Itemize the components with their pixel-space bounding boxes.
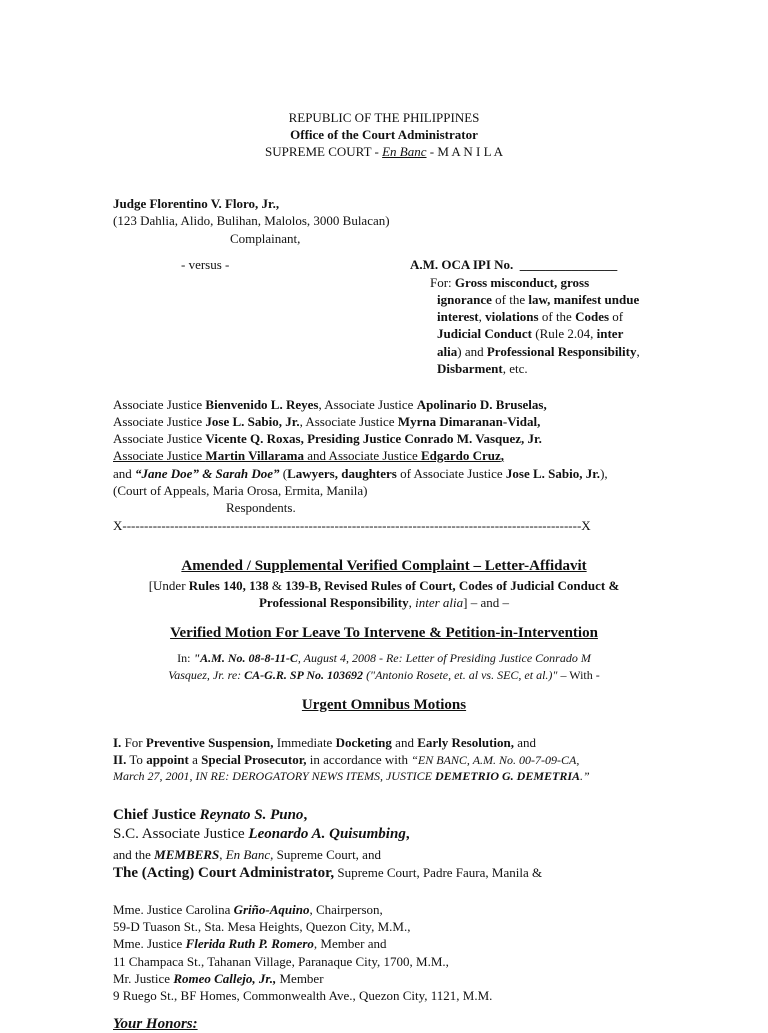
salutation: Your Honors: — [113, 1016, 198, 1032]
motion-item-2-cont: March 27, 2001, IN RE: DEROGATORY NEWS ITEMS, JUSTICE DEMETRIO G. DEMETRIA.” — [113, 769, 590, 783]
separator-line: X----------------------------------------------------------------------------------------------------------X — [113, 518, 591, 533]
address-tuason: 59-D Tuason St., Sta. Mesa Heights, Quezon City, M.M., — [113, 919, 411, 934]
charges-line-5: alia) and Professional Responsibility, — [437, 344, 640, 359]
respondents-line-2: Associate Justice Jose L. Sabio, Jr., Associate Justice Myrna Dimaranan-Vidal, — [113, 414, 541, 429]
addressee-members: and the MEMBERS, En Banc, Supreme Court, and — [113, 847, 381, 862]
versus-label: - versus - — [181, 257, 230, 272]
respondents-role: Respondents. — [226, 500, 296, 515]
respondents-line-4: Associate Justice Martin Villarama and Associate Justice Edgardo Cruz, — [113, 448, 505, 463]
addressee-court-administrator: The (Acting) Court Administrator, Supreme Court, Padre Faura, Manila & — [113, 865, 543, 881]
subtitle-rules-line-1: [Under Rules 140, 138 & 139-B, Revised Rules of Court, Codes of Judicial Conduct & — [148, 578, 620, 593]
addressee-chief-justice: Chief Justice Reynato S. Puno, — [113, 807, 308, 823]
complainant-role: Complainant, — [230, 231, 301, 246]
address-ruego: 9 Ruego St., BF Homes, Commonwealth Ave., Quezon City, 1121, M.M. — [113, 988, 493, 1003]
subtitle-rules-line-2: Professional Responsibility, inter alia] – and – — [258, 595, 510, 610]
header-office: Office of the Court Administrator — [290, 127, 478, 142]
charges-line-1: For: Gross misconduct, gross — [430, 275, 590, 290]
respondents-line-5: and “Jane Doe” & Sarah Doe” (Lawyers, daughters of Associate Justice Jose L. Sabio, Jr.), — [113, 466, 608, 481]
charges-line-2: ignorance of the law, manifest undue — [437, 292, 640, 307]
title-motion-intervene: Verified Motion For Leave To Intervene & Petition-in-Intervention — [170, 625, 598, 641]
subtitle-in-line-1: In: "A.M. No. 08-8-11-C, August 4, 2008 - Re: Letter of Presiding Justice Conrado M — [177, 651, 591, 665]
subtitle-in-line-2: Vasquez, Jr. re: CA-G.R. SP No. 103692 ("Antonio Rosete, et. al vs. SEC, et al.)" – With - — [168, 668, 600, 682]
respondents-line-3: Associate Justice Vicente Q. Roxas, Presiding Justice Conrado M. Vasquez, Jr. — [113, 431, 542, 446]
complainant-address: (123 Dahlia, Alido, Bulihan, Malolos, 3000 Bulacan) — [113, 213, 390, 228]
header-supreme-court: SUPREME COURT - En Banc - M A N I L A — [265, 144, 503, 159]
address-champaca: 11 Champaca St., Tahanan Village, Paranaque City, 1700, M.M., — [113, 954, 449, 969]
mr-justice-callejo: Mr. Justice Romeo Callejo, Jr., Member — [113, 971, 324, 986]
respondents-line-1: Associate Justice Bienvenido L. Reyes, Associate Justice Apolinario D. Bruselas, — [113, 397, 547, 412]
complainant-name: Judge Florentino V. Floro, Jr., — [113, 196, 280, 211]
motion-item-1: I. For Preventive Suspension, Immediate Docketing and Early Resolution, and — [113, 735, 537, 750]
title-amended-complaint: Amended / Supplemental Verified Complaint – Letter-Affidavit — [181, 558, 587, 574]
respondents-line-6: (Court of Appeals, Maria Orosa, Ermita, Manila) — [113, 483, 368, 498]
addressee-associate-justice: S.C. Associate Justice Leonardo A. Quisumbing, — [113, 826, 410, 842]
header-republic: REPUBLIC OF THE PHILIPPINES — [288, 110, 480, 125]
case-number: A.M. OCA IPI No. _______________ — [410, 257, 618, 272]
charges-line-3: interest, violations of the Codes of — [437, 309, 624, 324]
charges-line-4: Judicial Conduct (Rule 2.04, inter — [437, 326, 624, 341]
mme-justice-romero: Mme. Justice Flerida Ruth P. Romero, Member and — [113, 936, 387, 951]
mme-justice-grino-aquino: Mme. Justice Carolina Griño-Aquino, Chairperson, — [113, 902, 383, 917]
title-omnibus-motions: Urgent Omnibus Motions — [301, 697, 467, 713]
charges-line-6: Disbarment, etc. — [437, 361, 528, 376]
motion-item-2: II. To appoint a Special Prosecutor, in accordance with “EN BANC, A.M. No. 00-7-09-CA, — [113, 752, 580, 767]
